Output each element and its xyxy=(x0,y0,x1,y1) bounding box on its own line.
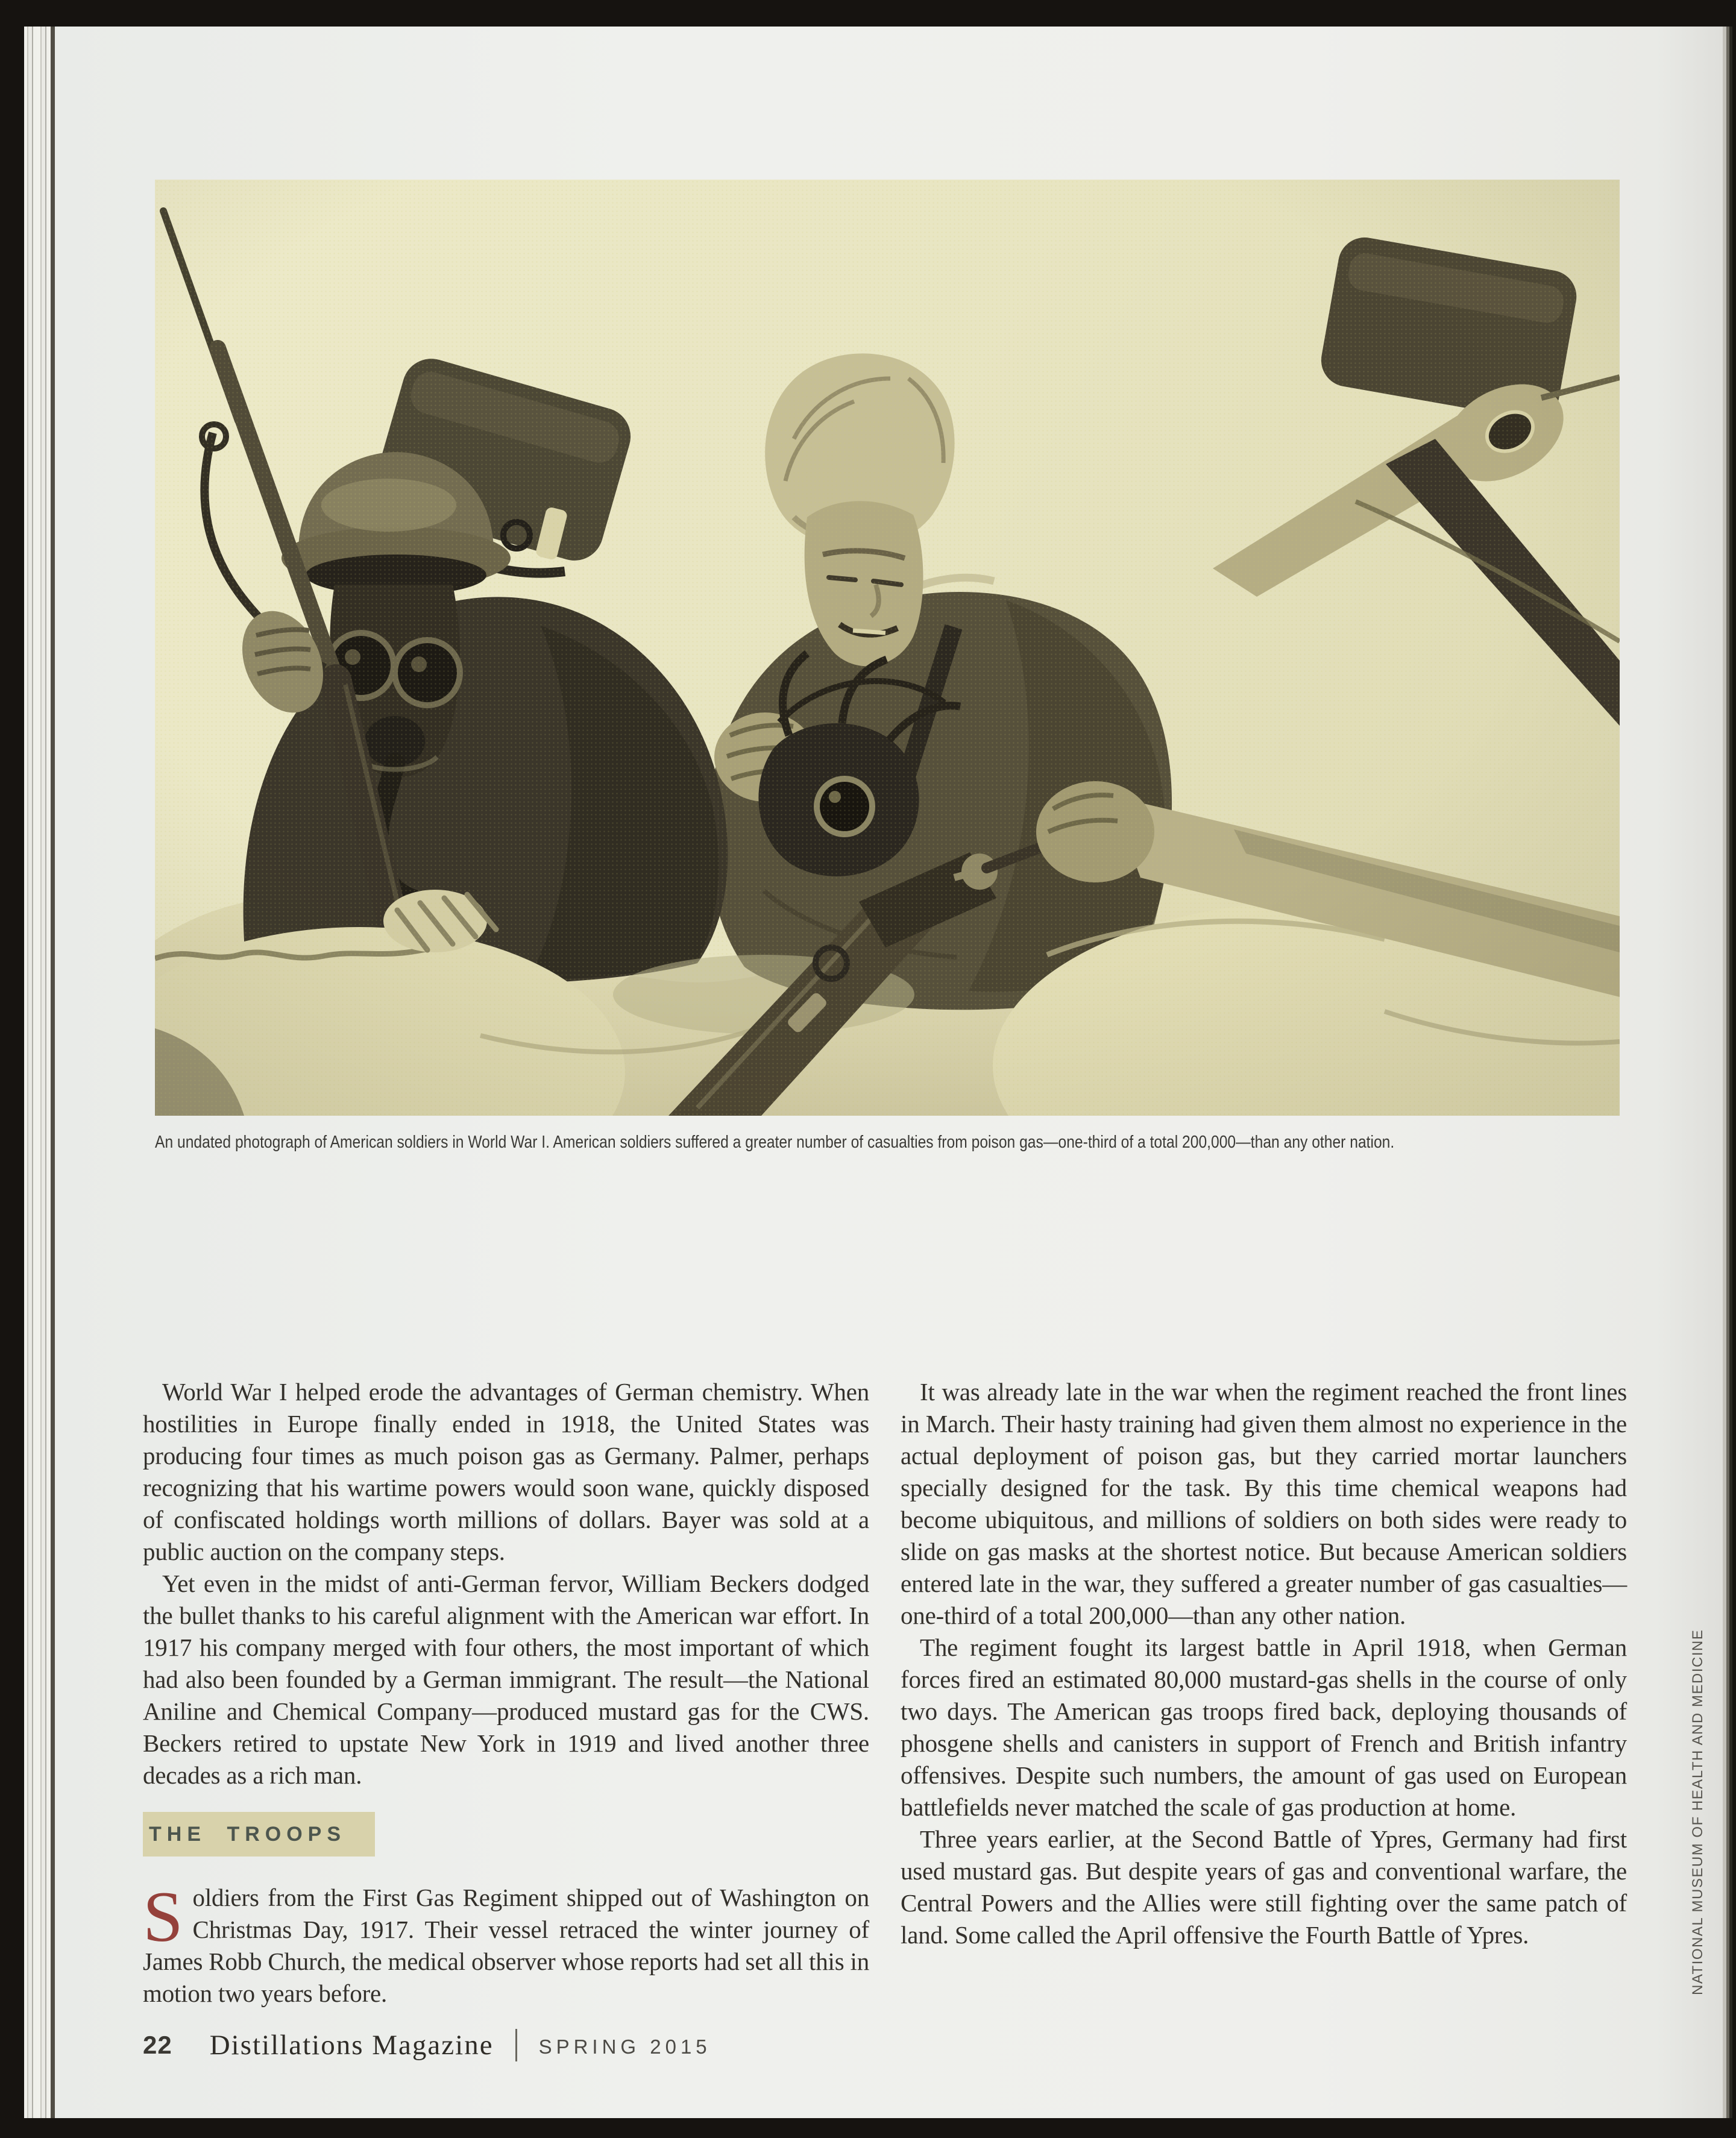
body-paragraph: The regiment fought its largest battle in April 1918, when German forces fired an estimated 80,000 mustard-gas shells in the course of only two days. The American gas troops fired back, deploying thousands of phosgene shells and canisters in support of French and British infantry offensives. Despite such numbers, the amount of gas used on European battlefields never matched the scale of gas production at home. xyxy=(901,1633,1627,1821)
body-paragraph: Yet even in the midst of anti-German fervor, William Beckers dodged the bullet thanks to his careful alignment with the American war effort. In 1917 his company merged with four others, the most important of which had also been founded by a German immigrant. The result—the National Aniline and Chemical Company—produced mustard gas for the CWS. Beckers retired to upstate New York in 1919 and lived another three decades as a rich man. xyxy=(143,1570,869,1789)
body-paragraph-dropcap xyxy=(143,1876,869,2010)
photo-caption: An undated photograph of American soldiers in World War I. American soldiers suffered a greater number of casualties from poison gas—one-third of a total 200,000—than any other nation. xyxy=(155,1133,1395,1152)
body-paragraph: World War I helped erode the advantages of German chemistry. When hostilities in Europe finally ended in 1918, the United States was producing four times as much poison gas as Germany. Palmer, perhaps recognizing that his wartime powers would soon wane, quickly disposed of confiscated holdings worth millions of dollars. Bayer was sold at a public auction on the company steps. xyxy=(143,1378,869,1565)
wwi-soldiers-photo xyxy=(155,180,1620,1116)
page-edge-stack xyxy=(24,27,55,2118)
magazine-page xyxy=(55,27,1723,2118)
issue-label: SPRING 2015 xyxy=(538,2036,711,2058)
page-number: 22 xyxy=(143,2031,172,2059)
drop-cap: S xyxy=(143,1876,183,1957)
article-body xyxy=(143,1376,1627,2010)
right-column xyxy=(901,1376,1627,2010)
magazine-title: Distillations Magazine xyxy=(209,2030,494,2061)
page-footer xyxy=(143,2029,711,2061)
section-heading xyxy=(143,1812,375,1857)
section-heading-label: THE TROOPS xyxy=(149,1823,347,1846)
photo-credit-vertical: NATIONAL MUSEUM OF HEALTH AND MEDICINE xyxy=(1690,1629,1706,1995)
drop-cap-paragraph-text: oldiers from the First Gas Regiment shipped out of Washington on Christmas Day, 1917. Their vessel retraced the winter journey of James Robb Church, the medical observer whose reports had set all this in motion two years before. xyxy=(143,1884,869,2007)
left-column xyxy=(143,1376,869,2010)
body-paragraph: Three years earlier, at the Second Battle of Ypres, Germany had first used mustard gas. But despite years of gas and conventional warfare, the Central Powers and the Allies were still fighting over the same patch of land. Some called the April offensive the Fourth Battle of Ypres. xyxy=(901,1825,1627,1949)
footer-divider xyxy=(515,2029,517,2061)
photo-figure xyxy=(155,180,1620,1152)
body-paragraph: It was already late in the war when the regiment reached the front lines in March. Their hasty training had given them almost no experience in the actual deployment of poison gas, but they carried mortar launchers specially designed for the task. By this time chemical weapons had become ubiquitous, and millions of soldiers on both sides were ready to slide on gas masks at the shortest notice. But because American soldiers entered late in the war, they suffered a greater number of gas casualties—one-third of a total 200,000—than any other nation. xyxy=(901,1378,1627,1629)
